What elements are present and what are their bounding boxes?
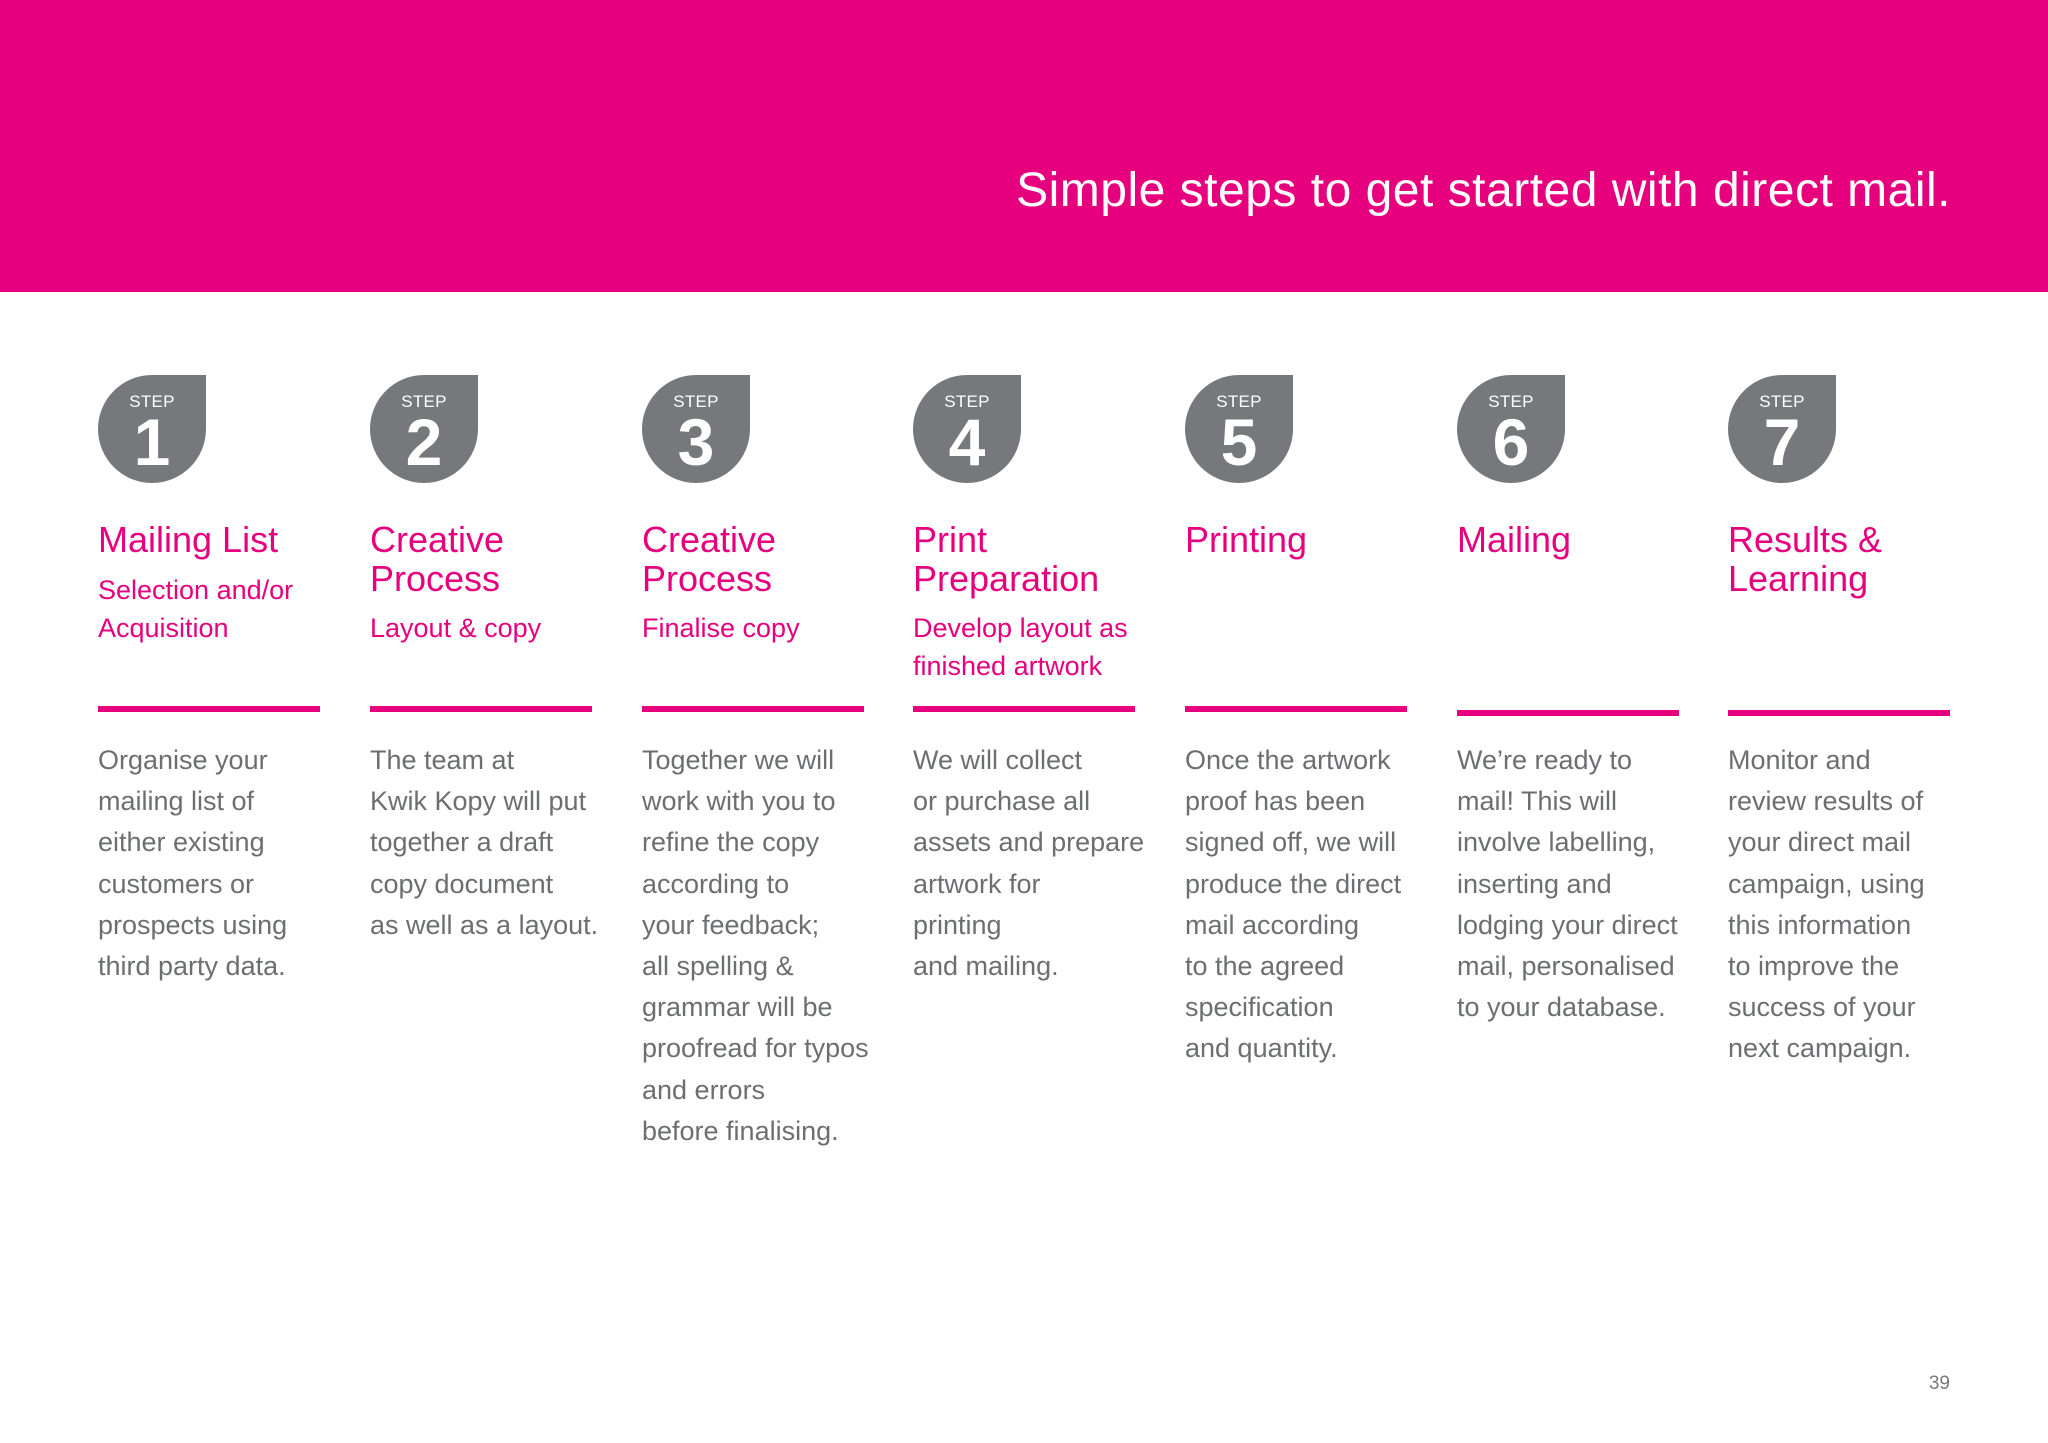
step-badge-number: 5 (1220, 405, 1258, 479)
step-description: Once the artwork proof has been signed off, we will produce the direct mail according to the agreed specification and quantity. (1185, 745, 1402, 1064)
page-title: Simple steps to get started with direct mail. (1016, 164, 1951, 217)
step-badge-label: STEP (1488, 392, 1534, 411)
step-title: Printing (1185, 519, 1308, 560)
step-description: The team at Kwik Kopy will put together a draft copy document as well as a layout. (370, 745, 599, 940)
step-badge-number: 2 (405, 405, 443, 479)
step-badge (370, 375, 478, 483)
step-badge-label: STEP (129, 392, 175, 411)
step-badge-number: 4 (948, 405, 986, 479)
step-badge-number: 1 (133, 405, 171, 479)
step-badge (1185, 375, 1293, 483)
step-badge (1728, 375, 1836, 483)
step-title: Print Preparation (913, 519, 1100, 599)
step-badge-number: 7 (1763, 405, 1801, 479)
step-subtitle: Selection and/or Acquisition (98, 575, 294, 643)
page-number: 39 (1928, 1373, 1950, 1394)
step-title: Mailing List (98, 519, 279, 560)
step-description: Organise your mailing list of either existing customers or prospects using third party data. (98, 745, 288, 982)
step-badge (642, 375, 750, 483)
step-badge-label: STEP (401, 392, 447, 411)
step-description: We’re ready to mail! This will involve labelling, inserting and lodging your direct mail, personalised to your database. (1457, 745, 1678, 1023)
step-divider (98, 706, 320, 712)
step-divider (370, 706, 592, 712)
step-divider (642, 706, 864, 712)
step-badge (1457, 375, 1565, 483)
step-subtitle: Develop layout as finished artwork (913, 613, 1128, 681)
step-badge-label: STEP (944, 392, 990, 411)
step-description: Monitor and review results of your direct mail campaign, using this information to improve the success of your next campaign. (1728, 745, 1925, 1064)
step-badge-number: 3 (677, 405, 715, 479)
step-badge-label: STEP (1216, 392, 1262, 411)
step-title: Creative Process (370, 519, 505, 599)
step-description: We will collect or purchase all assets and prepare artwork for printing and mailing. (913, 745, 1145, 982)
step-badge (98, 375, 206, 483)
step-badge-label: STEP (1759, 392, 1805, 411)
step-title: Results & Learning (1728, 519, 1883, 599)
step-badge-number: 6 (1492, 405, 1530, 479)
step-divider (913, 706, 1135, 712)
step-subtitle: Layout & copy (370, 613, 542, 643)
step-subtitle: Finalise copy (642, 613, 800, 643)
step-divider (1185, 706, 1407, 712)
step-title: Creative Process (642, 519, 777, 599)
step-divider (1728, 710, 1950, 716)
step-title: Mailing (1457, 519, 1572, 560)
step-badge (913, 375, 1021, 483)
step-badge-label: STEP (673, 392, 719, 411)
step-description: Together we will work with you to refine the copy according to your feedback; all spelling & grammar will be proofread for typos and errors before finalising. (642, 745, 869, 1146)
step-divider (1457, 710, 1679, 716)
